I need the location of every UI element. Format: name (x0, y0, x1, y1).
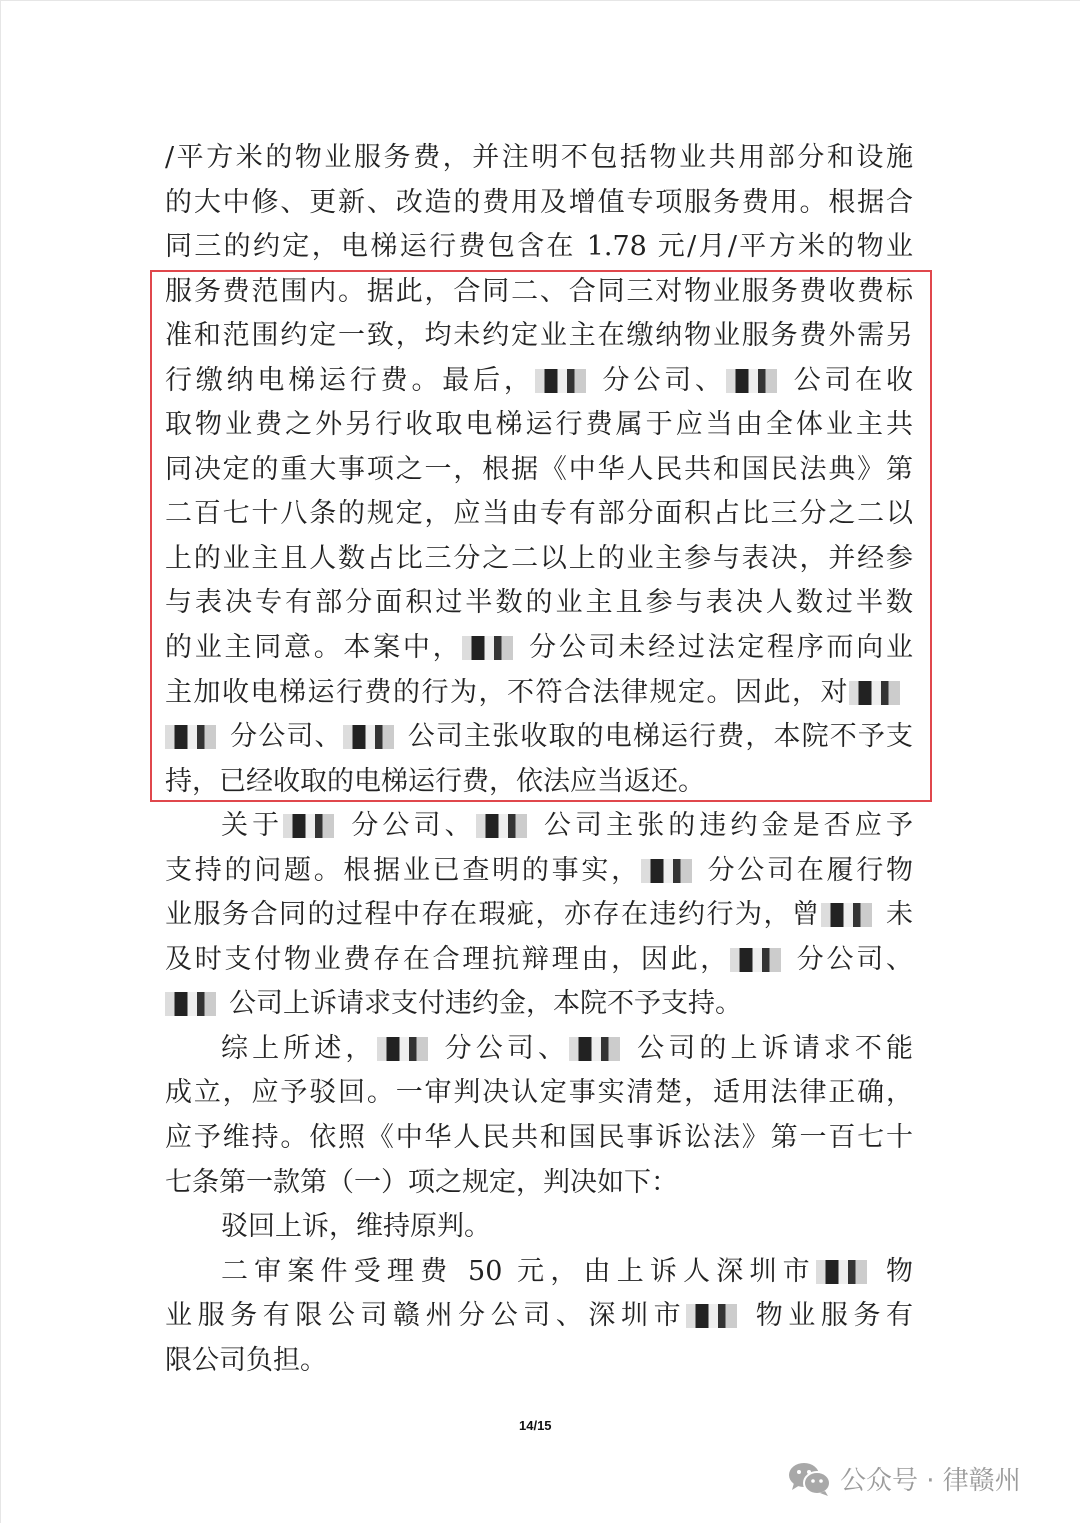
text-segment: 持，已经收取的电梯运行费，依法应当返还。 (165, 765, 705, 797)
text-segment: 支持的问题。根据业已查明的事实， (165, 854, 641, 886)
text-line (165, 225, 913, 270)
redacted-name (730, 948, 794, 972)
text-line (165, 1071, 913, 1116)
text-segment: 分公司、 (229, 721, 343, 753)
redacted-name (377, 1037, 441, 1061)
text-segment: 主加收电梯运行费的行为，不符合法律规定。因此，对 (165, 676, 849, 708)
text-segment: /平方米的物业服务费，并注明不包括物业共用部分和设施 (165, 142, 913, 173)
redacted-name (686, 1304, 750, 1328)
text-segment: 取物业费之外另行收取电梯运行费属于应当由全体业主共 (165, 409, 913, 441)
text-line (165, 181, 913, 226)
text-line (165, 1339, 913, 1384)
text-segment: 同三的约定，电梯运行费包含在 1.78 元/月/平方米的物业 (165, 231, 913, 263)
text-segment: 行缴纳电梯运行费。最后， (165, 364, 535, 396)
text-line (165, 938, 913, 983)
text-segment: 综上所述， (221, 1032, 377, 1064)
text-segment: 业服务合同的过程中存在瑕疵，亦存在违约行为，曾 (165, 899, 821, 931)
text-segment: 分公司在履行物 (704, 854, 914, 886)
text-segment: 七条第一款第（一）项之规定，判决如下： (165, 1166, 678, 1198)
redacted-name (569, 1037, 633, 1061)
text-segment: 公司主张的违约金是否应予 (539, 810, 914, 842)
text-segment: 物业服务有 (750, 1300, 914, 1332)
text-segment: 应予维持。依照《中华人民共和国民事诉讼法》第一百七十 (165, 1122, 913, 1154)
text-line (165, 893, 913, 938)
watermark-text: 公众号 · 律赣州 (840, 1466, 1021, 1496)
text-line (165, 804, 913, 849)
text-segment: 未 (884, 899, 913, 931)
text-line (165, 1027, 913, 1072)
text-segment: 二审案件受理费 50 元，由上诉人深圳市 (221, 1255, 816, 1287)
text-segment: 业服务有限公司赣州分公司、深圳市 (165, 1300, 687, 1332)
text-segment: 公司在收 (789, 364, 914, 396)
text-line (165, 1205, 913, 1250)
text-segment: 同决定的重大事项之一，根据《中华人民共和国民法典》第 (165, 453, 913, 485)
text-segment: 分公司、 (440, 1032, 570, 1064)
text-segment: 的大中修、更新、改造的费用及增值专项服务费用。根据合 (165, 186, 913, 218)
text-segment: 准和范围约定一致，均未约定业主在缴纳物业服务费外需另 (165, 320, 913, 352)
text-segment: 公司的上诉请求不能 (633, 1032, 914, 1064)
text-segment: 成立，应予驳回。一审判决认定事实清楚，适用法律正确， (165, 1077, 913, 1109)
text-segment: 物 (879, 1255, 913, 1287)
text-line (165, 1161, 913, 1206)
text-segment: 及时支付物业费存在合理抗辩理由，因此， (165, 943, 731, 975)
text-line (165, 1294, 913, 1339)
text-line (165, 1116, 913, 1161)
redacted-name (816, 1260, 880, 1284)
text-line (165, 849, 913, 894)
redacted-name (283, 814, 347, 838)
text-segment: 关于 (221, 810, 284, 842)
highlight-box (150, 270, 932, 802)
redacted-name (821, 903, 885, 927)
text-segment: 驳回上诉，维持原判。 (221, 1211, 491, 1243)
text-segment: 分公司、 (598, 364, 726, 396)
watermark (788, 1460, 1021, 1497)
page-number: 14/15 (519, 1418, 552, 1433)
wechat-icon (788, 1461, 832, 1497)
text-segment: 分公司、 (347, 810, 476, 842)
text-segment: 分公司未经过法定程序而向业 (526, 632, 914, 664)
text-line (165, 1250, 913, 1295)
text-segment: 分公司、 (794, 943, 914, 975)
text-line (165, 136, 913, 181)
text-segment: 服务费范围内。据此，合同二、合同三对物业服务费收费标 (165, 275, 913, 307)
text-segment: 限公司负担。 (165, 1344, 327, 1376)
text-segment: 公司上诉请求支付违约金，本院不予支持。 (229, 988, 742, 1020)
text-segment: 的业主同意。本案中， (165, 632, 463, 664)
text-segment: 与表决专有部分面积过半数的业主且参与表决人数过半数 (165, 587, 913, 619)
redacted-name (641, 859, 705, 883)
redacted-name (165, 992, 229, 1016)
text-segment: 上的业主且人数占比三分之二以上的业主参与表决，并经参 (165, 542, 913, 574)
text-segment: 二百七十八条的规定，应当由专有部分面积占比三分之二以 (165, 498, 913, 530)
text-line (165, 982, 913, 1027)
redacted-name (476, 814, 540, 838)
text-segment: 公司主张收取的电梯运行费，本院不予支 (406, 721, 914, 753)
